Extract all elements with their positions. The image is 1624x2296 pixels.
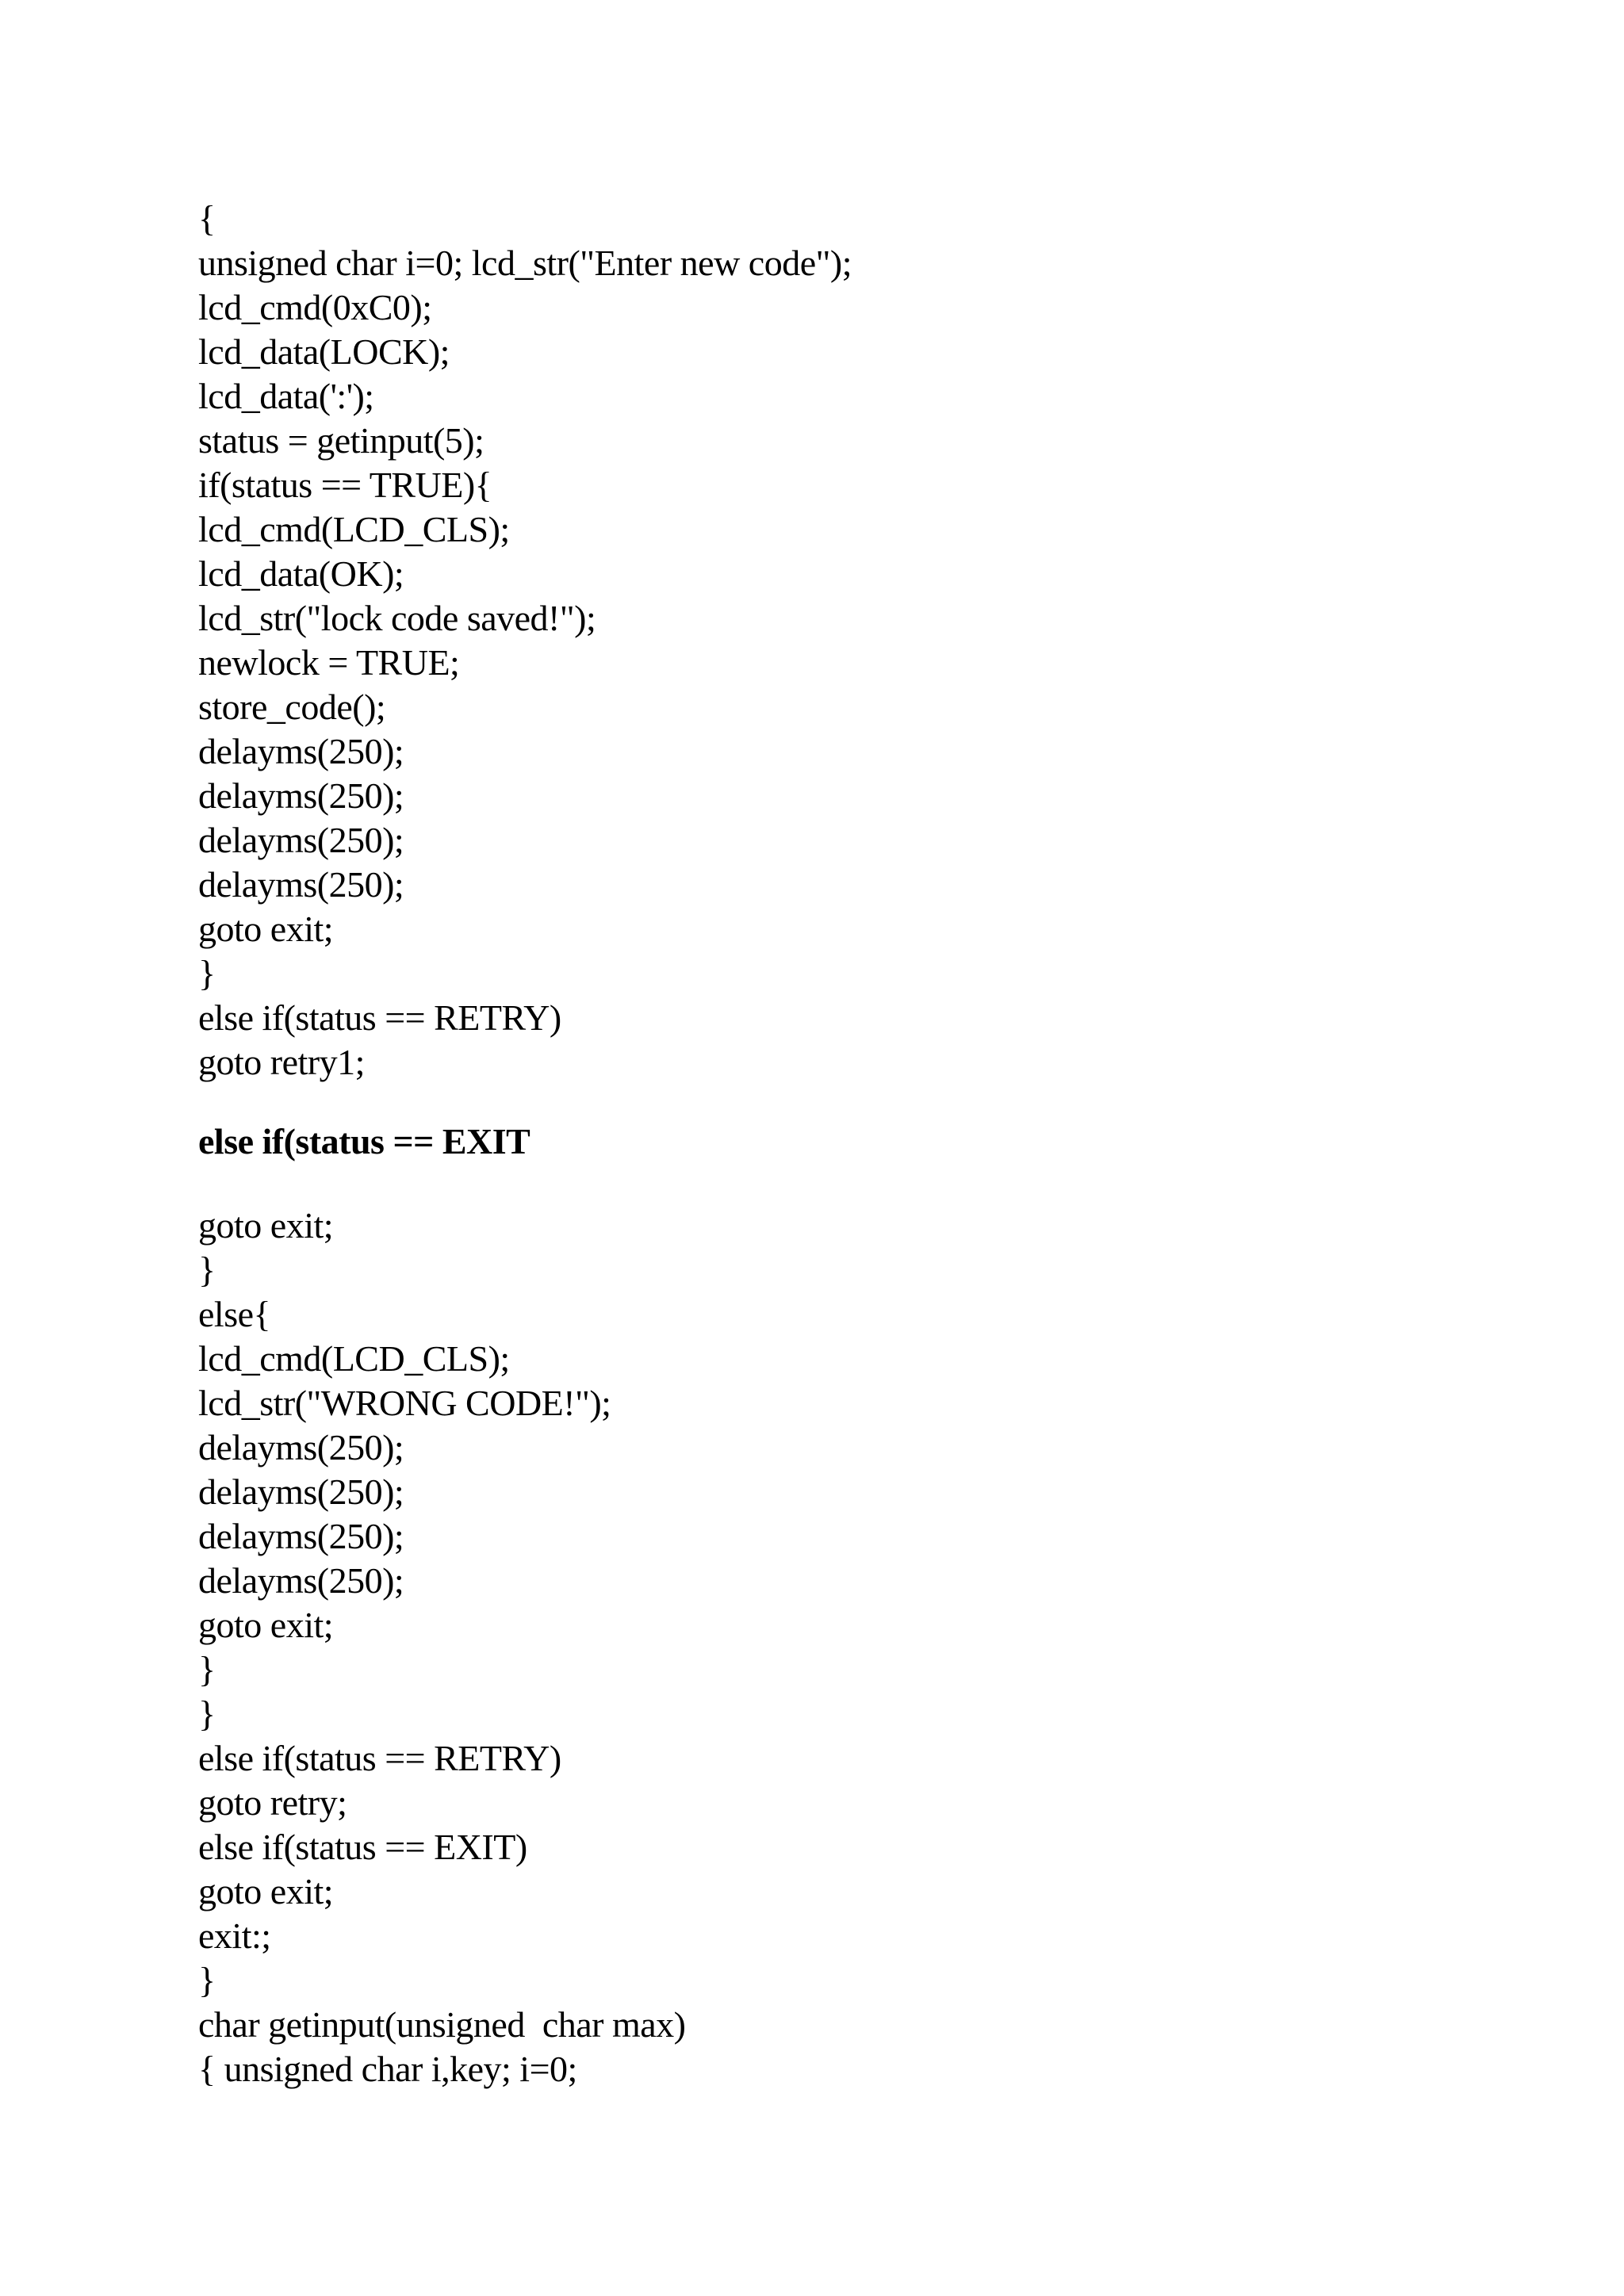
- code-line: {: [198, 198, 216, 239]
- code-line: delayms(250);: [198, 1516, 404, 1556]
- code-line: goto exit;: [198, 1205, 334, 1246]
- code-line: lcd_data(':');: [198, 376, 374, 416]
- code-line-bold: else if(status == EXIT: [198, 1121, 530, 1161]
- code-line: lcd_cmd(LCD_CLS);: [198, 509, 510, 549]
- code-line: if(status == TRUE){: [198, 465, 492, 505]
- code-line: else{: [198, 1294, 271, 1334]
- code-line: { unsigned char i,key; i=0;: [198, 2049, 577, 2089]
- code-line: }: [198, 953, 216, 993]
- code-line: goto retry;: [198, 1782, 347, 1823]
- code-line: lcd_cmd(LCD_CLS);: [198, 1338, 510, 1379]
- code-line: delayms(250);: [198, 775, 404, 816]
- code-line: else if(status == EXIT): [198, 1827, 527, 1867]
- code-line: goto exit;: [198, 909, 334, 949]
- code-listing: [198, 197, 1546, 2091]
- code-line: status = getinput(5);: [198, 420, 485, 461]
- code-line: lcd_cmd(0xC0);: [198, 287, 432, 327]
- code-line: unsigned char i=0; lcd_str("Enter new code");: [198, 243, 852, 283]
- code-line: }: [198, 1649, 216, 1689]
- code-line: delayms(250);: [198, 1560, 404, 1601]
- code-line: else if(status == RETRY): [198, 1738, 561, 1778]
- code-line: }: [198, 1249, 216, 1290]
- code-line: goto exit;: [198, 1871, 334, 1911]
- code-line: }: [198, 1960, 216, 2000]
- code-line: }: [198, 1693, 216, 1734]
- code-line: lcd_str("WRONG CODE!");: [198, 1383, 611, 1423]
- code-line: char getinput(unsigned char max): [198, 2004, 686, 2045]
- code-line: goto exit;: [198, 1605, 334, 1645]
- code-line: delayms(250);: [198, 864, 404, 905]
- code-line: else if(status == RETRY): [198, 997, 561, 1038]
- code-line: lcd_data(LOCK);: [198, 331, 450, 372]
- code-line: delayms(250);: [198, 1427, 404, 1468]
- code-line: lcd_data(OK);: [198, 553, 404, 594]
- code-line: delayms(250);: [198, 820, 404, 860]
- code-line: exit:;: [198, 1915, 271, 1956]
- code-line: lcd_str("lock code saved!");: [198, 598, 596, 638]
- code-line: goto retry1;: [198, 1042, 365, 1082]
- code-line: delayms(250);: [198, 731, 404, 771]
- code-line: store_code();: [198, 687, 386, 727]
- code-line: delayms(250);: [198, 1471, 404, 1512]
- code-line: newlock = TRUE;: [198, 642, 460, 683]
